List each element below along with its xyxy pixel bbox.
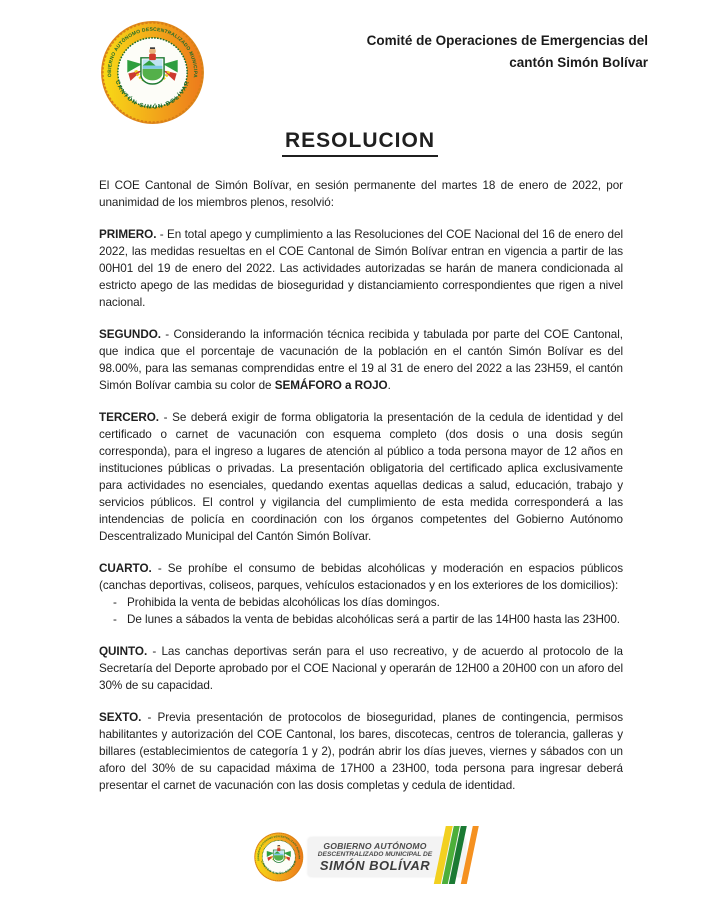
section-tercero (99, 409, 623, 545)
municipal-seal-icon (254, 832, 304, 882)
footer-org-banner (308, 837, 466, 877)
committee-title-line2: cantón Simón Bolívar (509, 55, 648, 70)
section-segundo-label: SEGUNDO. (99, 328, 161, 341)
bullet-dash: - (113, 613, 117, 626)
footer-brand (254, 832, 466, 882)
bullet-item-1-text: Prohibida la venta de bebidas alcohólicas los días domingos. (127, 596, 440, 609)
section-cuarto-paragraph (99, 560, 623, 594)
section-tercero-text: - Se deberá exigir de forma obligatoria la presentación de la cedula de identidad y del certificado o carnet de vacunación con esquema completo (dos dosis o una dosis según corresponda), para el ingreso a lugares de atención al público a toda persona mayor de 12 años en instituciones públicas o privadas. La presentación obligatoria del certificado aplica exclusivamente para actividades no esenciales, quedando exentas aquellas dedicas a salud, educación, trabajo y servicios públicos. El control y vigilancia del cumplimiento de esta medida corresponderá a las intendencias de policía en coordinación con los órganos competentes del Gobierno Autónomo Descentralizado Municipal del Cantón Simón Bolívar. (99, 411, 623, 543)
section-cuarto-text: - Se prohíbe el consumo de bebidas alcohólicas y moderación en espacios públicos (canchas deportivas, coliseos, parques, vehículos estacionados y en los exteriores de los domicilios): (99, 562, 623, 592)
document-title-wrap (0, 129, 720, 157)
bullet-item-1 (99, 594, 623, 611)
committee-title (318, 30, 648, 74)
section-primero-text: - En total apego y cumplimiento a las Resoluciones del COE Nacional del 16 de enero del 2022, las medidas resueltas en el COE Cantonal de Simón Bolívar entran en vigencia a partir de las 00H01 del 19 de enero del 2022. Las actividades autorizadas se harán de manera condicionada al estricto apego de las medidas de bioseguridad y distanciamiento correspondientes que rigen a nivel nacional. (99, 228, 623, 309)
section-sexto-text: - Previa presentación de protocolos de bioseguridad, planes de contingencia, permisos habilitantes y autorización del COE Cantonal, los bares, discotecas, centros de tolerancia, galleras y billares (establecimientos de categoría 1 y 2), podrán abrir los días jueves, viernes y sábados con un aforo del 30% de su capacidad máxima de 17H00 a 23H00, toda persona para ingresar deberá presentar el carnet de vacunación con las dosis completas y cedula de identidad. (99, 711, 623, 792)
committee-title-line1: Comité de Operaciones de Emergencias del (366, 33, 648, 48)
section-cuarto-label: CUARTO. (99, 562, 152, 575)
section-segundo-text: - Considerando la información técnica recibida y tabulada por parte del COE Cantonal, que indica que el porcentaje de vacunación de la población en el cantón Simón Bolívar es del 98.00%, para las semanas comprendidas entre el 19 al 31 de enero del 2022 a las 23H59, el cantón Simón Bolívar cambia su color de (99, 328, 623, 392)
municipal-seal-icon (100, 20, 205, 125)
section-segundo-tail: . (387, 379, 391, 392)
section-primero (99, 226, 623, 311)
section-segundo-bold-phrase: SEMÁFORO a ROJO (274, 379, 388, 392)
section-quinto-label: QUINTO. (99, 645, 148, 658)
section-segundo (99, 326, 623, 394)
footer-org-line3: SIMÓN BOLÍVAR (319, 858, 431, 873)
section-quinto-text: - Las canchas deportivas serán para el uso recreativo, y de acuerdo al protocolo de la Secretaría del Deporte aprobado por el COE Nacional y operarán de 12H00 a 20H00 con un aforo del 30% de su capacidad. (99, 645, 623, 692)
document-title: RESOLUCION (282, 129, 438, 157)
brand-stripes-icon (432, 826, 480, 884)
bullet-dash: - (113, 596, 117, 609)
bullet-item-2-text: De lunes a sábados la venta de bebidas alcohólicas será a partir de las 14H00 hasta las 23H00. (127, 613, 620, 626)
bullet-item-2 (99, 611, 623, 628)
section-sexto-label: SEXTO. (99, 711, 142, 724)
footer-org-line2: DESCENTRALIZADO MUNICIPAL DE (317, 851, 433, 858)
section-primero-label: PRIMERO. (99, 228, 157, 241)
section-quinto (99, 643, 623, 694)
section-sexto (99, 709, 623, 794)
section-tercero-label: TERCERO. (99, 411, 159, 424)
footer-org-line1: GOBIERNO AUTÓNOMO (323, 841, 427, 851)
resolution-body (99, 177, 623, 809)
section-cuarto (99, 560, 623, 628)
intro-paragraph: El COE Cantonal de Simón Bolívar, en sesión permanente del martes 18 de enero de 2022, por unanimidad de los miembros plenos, resolvió: (99, 179, 623, 209)
